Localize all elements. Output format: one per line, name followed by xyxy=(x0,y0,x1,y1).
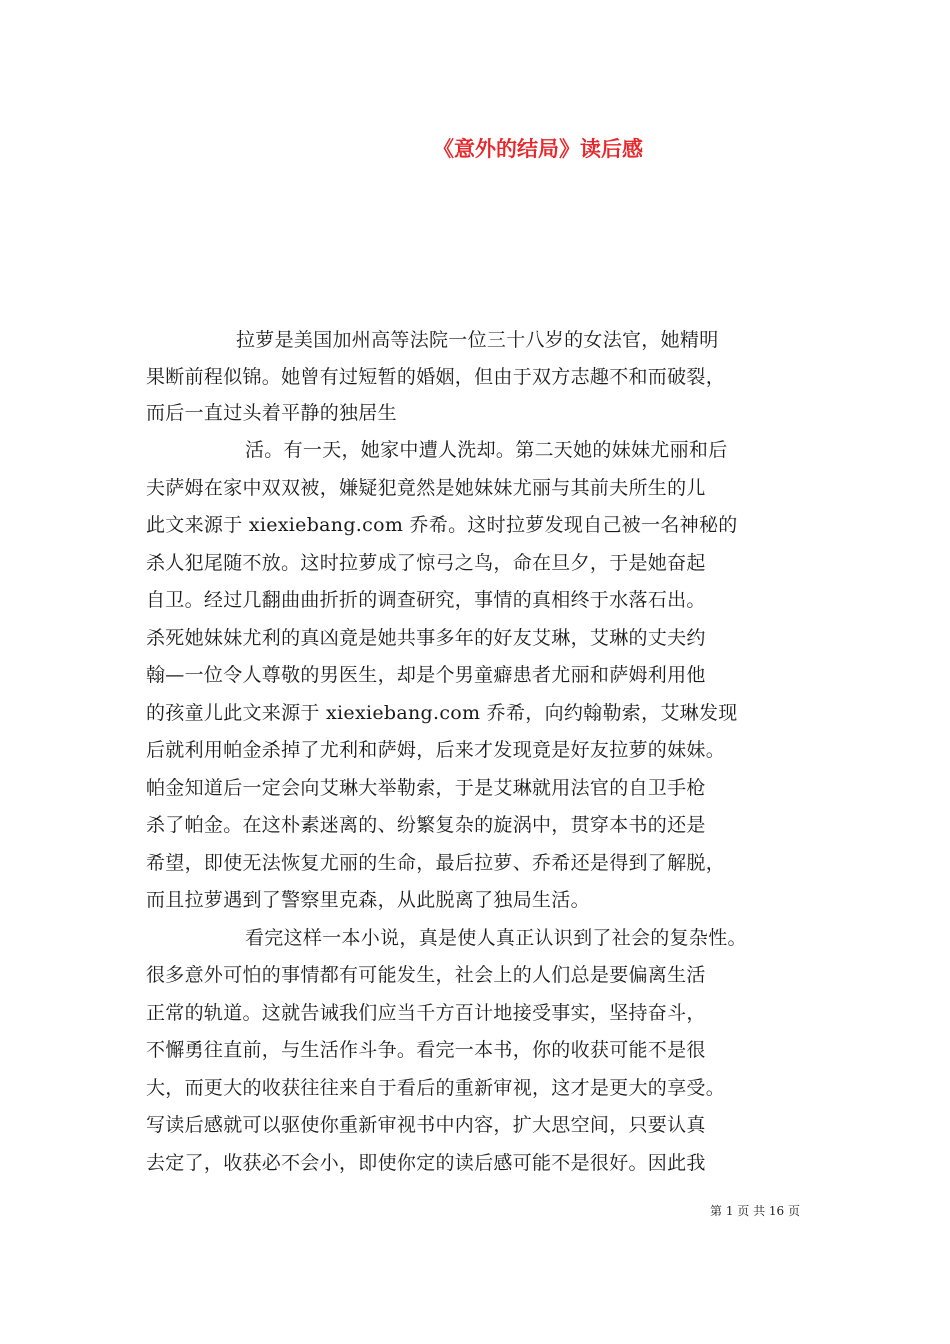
paragraph-line: 而后一直过头着平静的独居生 xyxy=(146,402,397,424)
paragraph-line: 杀了帕金。在这朴素迷离的、纷繁复杂的旋涡中，贯穿本书的还是 xyxy=(146,814,706,836)
paragraph-line: 不懈勇往直前，与生活作斗争。看完一本书，你的收获可能不是很 xyxy=(146,1039,706,1061)
paragraph-line: 杀人犯尾随不放。这时拉萝成了惊弓之鸟，命在旦夕，于是她奋起 xyxy=(146,552,706,574)
page-number-footer: 第 1 页 共 16 页 xyxy=(710,1204,800,1218)
paragraph-line: 的孩童儿此文来源于 xiexiebang.com 乔希，向约翰勒索，艾琳发现 xyxy=(146,702,738,724)
paragraph-line: 后就利用帕金杀掉了尤利和萨姆，后来才发现竟是好友拉萝的妹妹。 xyxy=(146,739,726,761)
paragraph-line: 很多意外可怕的事情都有可能发生，社会上的人们总是要偏离生活 xyxy=(146,964,706,986)
paragraph-line: 杀死她妹妹尤利的真凶竟是她共事多年的好友艾琳，艾琳的丈夫约 xyxy=(146,627,706,649)
paragraph-line: 看完这样一本小说，真是使人真正认识到了社会的复杂性。 xyxy=(245,927,747,949)
paragraph-line: 写读后感就可以驱使你重新审视书中内容，扩大思空间，只要认真 xyxy=(146,1114,706,1136)
paragraph-line: 大，而更大的收获往往来自于看后的重新审视，这才是更大的享受。 xyxy=(146,1077,726,1099)
paragraph-line: 正常的轨道。这就告诫我们应当千方百计地接受事实，坚持奋斗， xyxy=(146,1002,706,1024)
paragraph-line: 自卫。经过几翻曲曲折折的调查研究，事情的真相终于水落石出。 xyxy=(146,589,706,611)
paragraph-line: 而且拉萝遇到了警察里克森，从此脱离了独局生活。 xyxy=(146,889,590,911)
paragraph-line: 夫萨姆在家中双双被，嫌疑犯竟然是她妹妹尤丽与其前夫所生的儿 xyxy=(146,477,706,499)
paragraph-line: 翰—一位令人尊敬的男医生，却是个男童癖患者尤丽和萨姆利用他 xyxy=(146,664,706,686)
paragraph-line: 此文来源于 xiexiebang.com 乔希。这时拉萝发现自己被一名神秘的 xyxy=(146,514,738,536)
paragraph-line: 活。有一天，她家中遭人洗却。第二天她的妹妹尤丽和后 xyxy=(245,439,728,461)
paragraph-line: 果断前程似锦。她曾有过短暂的婚姻，但由于双方志趣不和而破裂， xyxy=(146,366,726,388)
document-title: 《意外的结局》读后感 xyxy=(433,136,643,161)
paragraph-line: 拉萝是美国加州高等法院一位三十八岁的女法官，她精明 xyxy=(236,329,719,351)
paragraph-line: 帕金知道后一定会向艾琳大举勒索，于是艾琳就用法官的自卫手枪 xyxy=(146,777,706,799)
paragraph-line: 去定了，收获必不会小，即使你定的读后感可能不是很好。因此我 xyxy=(146,1152,706,1174)
paragraph-line: 希望，即使无法恢复尤丽的生命，最后拉萝、乔希还是得到了解脱， xyxy=(146,852,726,874)
